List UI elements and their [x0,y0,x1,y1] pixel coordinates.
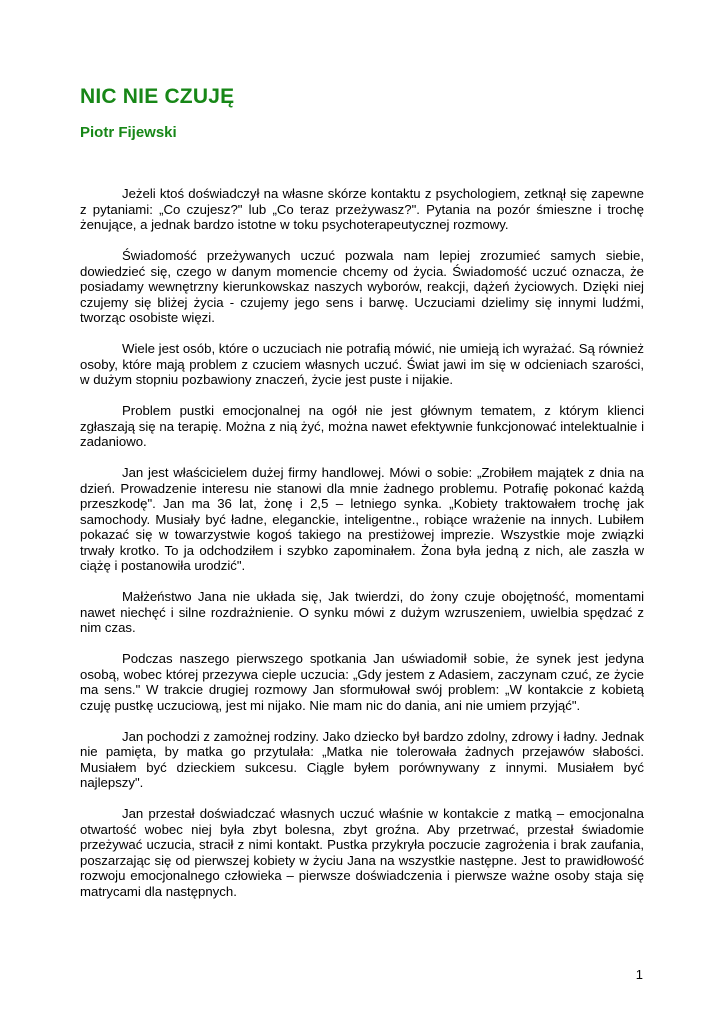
document-author: Piotr Fijewski [80,124,177,142]
paragraph-jan-marriage: Małżeństwo Jana nie układa się, Jak twierdzi, do żony czuje obojętność, momentami nawet niechęć i silne rozdrażnienie. O synku mówi z dużym wzruszeniem, uwielbia spędzać z nim czas. [80,589,644,636]
paragraph-first-meeting: Podczas naszego pierwszego spotkania Jan uświadomił sobie, że synek jest jedyna osobą, wobec której przezywa cieple uczucia: „Gdy jestem z Adasiem, zaczynam czuć, ze życie ma sens." W trakcie drugiej rozmowy Jan sformułował swój problem: „W kontakcie z kobietą czuję pustkę uczuciową, jest mi nijako. Nie mam nic do dania, ani nie umiem przyjąć". [80,651,644,713]
document-body [80,186,644,899]
paragraph-intro: Jeżeli ktoś doświadczył na własne skórze kontaktu z psychologiem, zetknął się zapewne z pytaniami: „Co czujesz?" lub „Co teraz przeżywasz?". Pytania na pozór śmieszne i trochę żenujące, a jednak bardzo istotne w toku psychoterapeutycznej rozmowy. [80,186,644,233]
paragraph-emptiness-problem: Problem pustki emocjonalnej na ogół nie jest głównym tematem, z którym klienci zgłaszają się na terapię. Można z nią żyć, można nawet efektywnie funkcjonować intelektualnie i zadaniowo. [80,403,644,450]
paragraph-awareness: Świadomość przeżywanych uczuć pozwala nam lepiej zrozumieć samych siebie, dowiedzieć się, czego w danym momencie chcemy od życia. Świadomość uczuć oznacza, że posiadamy wewnętrzny kierunkowskaz naszych wyborów, reakcji, dążeń życiowych. Dzięki niej czujemy się bliżej życia - czujemy jego sens i barwę. Uczuciami dzielimy się innymi ludźmi, tworząc osobiste więzi. [80,248,644,326]
document-content [80,85,644,915]
paragraph-many-people: Wiele jest osób, które o uczuciach nie potrafią mówić, nie umieją ich wyrażać. Są również osoby, które mają problem z czuciem własnych uczuć. Świat jawi im się w odcieniach szarości, w dużym stopniu pozbawiony znaczeń, życie jest puste i nijakie. [80,341,644,388]
paragraph-jan-company: Jan jest właścicielem dużej firmy handlowej. Mówi o sobie: „Zrobiłem majątek z dnia na dzień. Prowadzenie interesu nie stanowi dla mnie żadnego problemu. Potrafię pokonać każdą przeszkodę". Jan ma 36 lat, żonę i 2,5 – letniego synka. „Kobiety traktowałem trochę jak samochody. Musiały być ładne, eleganckie, inteligentne., robiące wrażenie na innych. Lubiłem pokazać się w towarzystwie kogoś takiego na prestiżowej imprezie. Wszystkie moje związki trwały krotko. To ja odchodziłem i szybko zapominałem. Żona była jedną z nich, ale zaszła w ciążę i postanowiła urodzić". [80,465,644,574]
page-number: 1 [635,967,643,982]
paragraph-jan-mother: Jan przestał doświadczać własnych uczuć właśnie w kontakcie z matką – emocjonalna otwartość wobec niej była zbyt bolesna, zbyt groźna. Aby przetrwać, przestał świadomie przeżywać uczucia, stracił z nimi kontakt. Pustka przykryła poczucie zagrożenia i brak zaufania, poszarzając się od pierwszej kobiety w życiu Jana na wszystkie następne. Jest to prawidłowość rozwoju emocjonalnego człowieka – pierwsze doświadczenia i pierwsze ważne osoby staja się matrycami dla następnych. [80,806,644,899]
page-title: NIC NIE CZUJĘ [80,85,235,108]
paragraph-jan-family: Jan pochodzi z zamożnej rodziny. Jako dziecko był bardzo zdolny, zdrowy i ładny. Jednak nie pamięta, by matka go przytulała: „Matka nie tolerowała żadnych przejawów słabości. Musiałem być dzieckiem sukcesu. Ciągle byłem porównywany z innymi. Musiałem być najlepszy". [80,728,644,791]
